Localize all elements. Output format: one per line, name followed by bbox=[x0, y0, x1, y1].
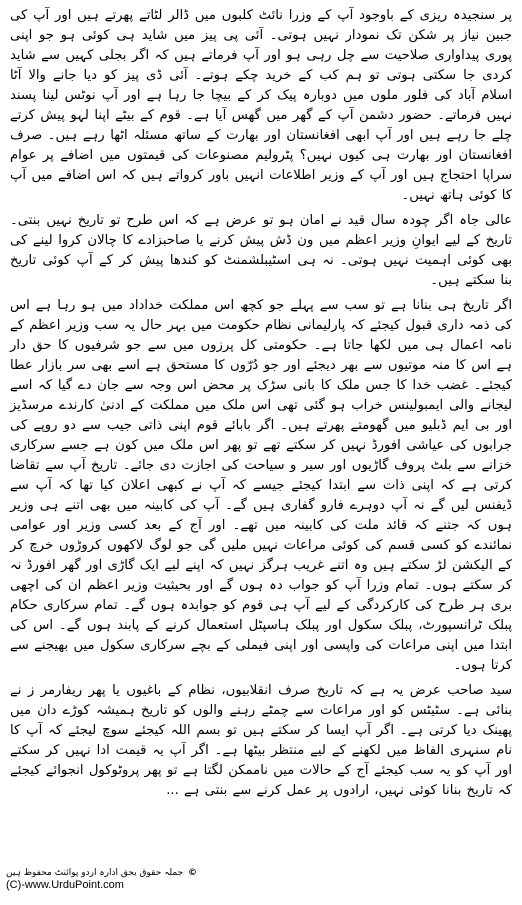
article-body bbox=[10, 6, 512, 801]
copyright-text-urdu: جملہ حقوق بحق ادارہ اردو پوائنٹ محفوظ ہیں bbox=[6, 868, 184, 878]
website-credit: (C)-www.UrduPoint.com bbox=[6, 879, 124, 891]
article-paragraph-4: سید صاحب عرض یہ ہے کہ تاریخ صرف انقلابیوں، نظام کے باغیوں یا پھر ریفارمر ز نے بنائی ہے۔ سٹیٹس کو اور مراعات سے چمٹے رہنے والوں کو تاریخ ہمیشہ کوڑے دان میں پھینک دیا کرتی ہے۔ اگر آپ ایسا کر سکتے ہیں تو بسم اللہ کیجئے سوچ لیجئے کہ آپ کا نام سنہری الفاظ میں لکھنے کے لیے منتظر بیٹھا ہے۔ اگر آپ یہ قیمت ادا نہیں کر سکتے اور آپ کو یہ سب کیجئے آج کے حالات میں ناممکن لگتا ہے تو پھر پروٹوکول انجوائے کیجئے کہ تاریخ بنانا کوئی نہیں، ارادوں پر عمل کرنے سے بنتی ہے ... bbox=[10, 683, 512, 798]
article-paragraph-3: اگر تاریخ ہی بنانا ہے تو سب سے پہلے جو کچھ اس مملکت خداداد میں ہو رہا ہے اس کی ذمہ داری قبول کیجئے کہ پارلیمانی نظام حکومت میں بہر حال یہ سب وزیر اعظم کے نامہ اعمال ہی میں لکھا جاتا ہے۔ حکومتی کل پرزوں میں سے جو شرفیوں کا حق دار ہے اس کا منہ موتیوں سے بھر دیجئے اور جو دُرّوں کا مستحق ہے اسے بھی سر بازار عطا کیجئے۔ غضب خدا کا جس ملک کا بانی سڑک پر محض اس وجہ سے جان دے گیا کہ اسے لیجانے والی ایمبولینس خراب ہو گئی تھی اس ملک میں مملکت کے ادنیٰ کارندے مرسڈیز اور بی ایم ڈبلیو میں گھومتے پھرتے ہیں۔ اگر بابائے قوم اپنی ذاتی جیب سے دو روپے کی جرابوں کی عیاشی افورڈ نہیں کر سکتے تھے تو پھر اس ملک میں کون ہے جسے سرکاری خزانے سے بلٹ پروف گاڑیوں اور سیر و سیاحت کی اجازت دی جائے۔ تاریخ آپ سے تقاضا کرتی ہے کہ اپنی ذات سے ابتدا کیجئے جیسے کہ آپ نے کبھی اعلان کیا تھا کہ آپ سے ڈیفنس لیں گے نہ آپ دوہرے فارو گفاری ہیں گے۔ آپ کی کابینہ میں بھی اتنے ہی وزیر ہوں کہ جتنے کہ قائد ملت کی کابینہ میں تھے۔ اور آج کے بعد کسی وزیر اور عوامی نمائندے کو کسی قسم کی کوئی مراعات نہیں ملیں گی جو لوگ لاکھوں کروڑوں خرچ کر کے الیکشن لڑ سکتے ہیں وہ اتنے غریب ہرگز نہیں کہ اپنے لیے ایک گاڑی اور گھر افورڈ نہ کر سکتے ہوں۔ تمام وزرا آپ کو جواب دہ ہوں گے اور بحیثیت وزیر اعظم ان کی اچھی بری ہر طرح کی کارکردگی کے لیے آپ ہی قوم کو جوابدہ ہوں گے۔ تمام سرکاری حکام پبلک ٹرانسپورٹ، پبلک سکول اور پبلک ہاسپٹل استعمال کرنے کے پابند ہوں گے۔ اس کی ابتدا میں اپنی مراعات کی واپسی اور اپنی فیملی کے بچے سرکاری سکول میں بھیجنے سے کرتا ہوں۔ bbox=[10, 298, 512, 673]
copyright-notice-urdu bbox=[6, 868, 197, 878]
article-paragraph-1: پر سنجیدہ ریزی کے باوجود آپ کے وزرا نائٹ کلبوں میں ڈالر لٹاتے پھرتے ہیں اور آپ کی جبین نیاز پر شکن تک نمودار نہیں ہوتی۔ آئی پی پیز میں شاید ہی کوئی ہو جو اپنی پوری پیداواری صلاحیت سے چل رہی ہو اور آپ فرماتے ہیں کہ اگر بجلی کہیں سے شاید کردی جا سکتی ہوتی تو ہم کب کے خرید چکے ہوتے۔ آئی ڈی پیز کو دیا جانے والا آٹا اسلام آباد کی فلور ملوں میں دوبارہ پیک کر کے بیچا جا رہا ہے اور آپ نوٹس لینا پسند نہیں فرماتے۔ حضور دشمن آپ کے گھر میں گھس آیا ہے۔ قوم کے بیٹے اپنا لہو پیش کرتے چلے جا رہے ہیں اور آپ ابھی افغانستان اور بھارت کے ساتھ مسئلہ اٹھا رہے ہیں۔ صرف افغانستان اور بھارت ہی کیوں نہیں؟ پٹرولیم مصنوعات کی قیمتوں میں اضافے پر عوام سراپا احتجاج ہیں اور آپ کے وزیر اطلاعات انہیں باور کرواتے ہیں کہ اس اضافے میں آپ کا کوئی ہاتھ نہیں۔ bbox=[10, 8, 512, 203]
article-paragraph-2: عالی جاہ اگر چودہ سال قید نے امان ہو تو عرض ہے کہ اس طرح تو تاریخ نہیں بنتی۔ تاریخ کے لیے ایوانِ وزیر اعظم میں ون ڈش پیش کرنے یا صاحبزادے کا چالان کروا لینے کی بھی کوئی اہمیت نہیں ہوتی۔ نہ ہی اسٹیبلشمنٹ کو کندھا پیش کر کے آپ کوئی تاریخ بنا سکتے ہیں۔ bbox=[10, 213, 512, 288]
copyright-footer bbox=[6, 868, 197, 891]
copyright-sign: © bbox=[188, 868, 198, 878]
